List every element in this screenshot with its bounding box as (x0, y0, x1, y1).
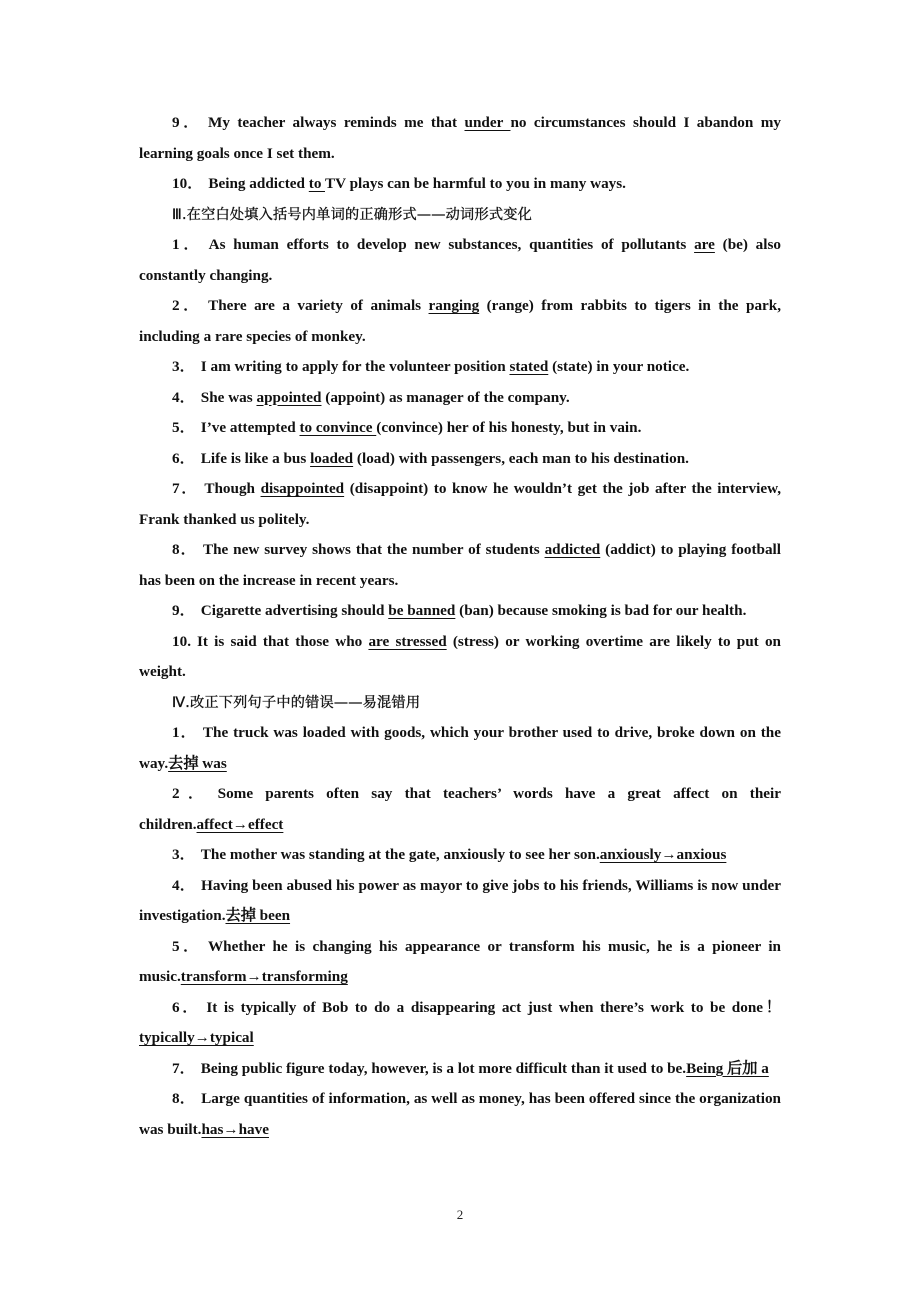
item-number: 10. (172, 632, 191, 650)
question-text: As human efforts to develop new substances, quantities of pollutants (208, 236, 695, 253)
answer-text: affect→effect (196, 815, 284, 833)
exercise-item (139, 596, 781, 627)
question-text: The truck was loaded with goods, which your brother used to drive, broke down on the way. (139, 724, 781, 772)
answer-text: to (308, 175, 325, 192)
answer-text: appointed (256, 388, 322, 406)
answer-text: be banned (388, 602, 456, 619)
exercise-item (139, 993, 781, 1054)
item-number: 9． (172, 114, 203, 131)
item-number: 3． (172, 358, 195, 375)
exercise-item (139, 627, 781, 688)
exercise-item (139, 871, 781, 932)
exercise-item (139, 932, 781, 993)
item-number: 1． (172, 724, 197, 741)
item-number: 5． (172, 419, 195, 436)
heading-text: Ⅲ.在空白处填入括号内单词的正确形式——动词形式变化 (172, 206, 532, 223)
question-text: I am writing to apply for the volunteer position (200, 358, 510, 375)
question-text: Whether he is changing his appearance or transform his music, he is a pioneer in music. (139, 937, 781, 985)
answer-text: to convince (299, 419, 377, 436)
question-text: no circumstances should I abandon my learning goals once I set them. (139, 114, 782, 162)
exercise-item (139, 535, 781, 596)
item-number: 4． (172, 876, 196, 894)
item-number: 8． (172, 541, 197, 558)
question-text: Being addicted (208, 175, 309, 192)
answer-text: are (694, 236, 715, 253)
section-heading (139, 200, 781, 231)
question-text: (load) with passengers, each man to his destination. (353, 449, 689, 467)
question-text: There are a variety of animals (208, 297, 429, 314)
question-text: Though (204, 480, 261, 497)
item-number: 5． (172, 937, 202, 955)
question-text: Cigarette advertising should (200, 602, 389, 619)
exercise-item (139, 474, 781, 535)
answer-text: under (464, 114, 511, 131)
exercise-item (139, 108, 781, 169)
exercise-item (139, 230, 781, 291)
item-number: 2． (172, 297, 203, 314)
exercise-item (139, 413, 781, 444)
answer-text: stated (509, 358, 549, 375)
question-text: (convince) her of his honesty, but in vain. (376, 419, 642, 436)
question-text: (be) also constantly changing. (139, 236, 781, 284)
question-text: (appoint) as manager of the company. (321, 388, 570, 406)
question-text: Life is like a bus (200, 449, 311, 467)
exercise-item (139, 383, 781, 414)
question-text: (range) from rabbits to tigers in the park, including a rare species of monkey. (139, 297, 782, 345)
answer-text: ranging (428, 297, 480, 314)
item-number: 10． (172, 175, 203, 192)
answer-text: are stressed (368, 632, 447, 650)
answer-text: typically→typical (139, 1029, 254, 1046)
question-text: (disappoint) to know he wouldn’t get the job after the interview, Frank thanked us politely. (139, 480, 781, 528)
answer-text: 去掉 was (168, 754, 227, 772)
answer-text: Being 后加 a (686, 1059, 769, 1077)
page-number: 2 (456, 1207, 464, 1222)
item-number: 1． (172, 236, 203, 253)
answer-text: anxiously→anxious (599, 846, 727, 863)
answer-text: disappointed (260, 480, 345, 497)
question-text: The new survey shows that the number of students (202, 541, 545, 558)
question-text: I’ve attempted (200, 419, 300, 436)
exercise-item (139, 169, 781, 200)
question-text: Large quantities of information, as well as money, has been offered since the organization was built. (139, 1090, 782, 1138)
question-text: She was (200, 388, 257, 406)
question-text: Having been abused his power as mayor to give jobs to his friends, Williams is now under investigation. (139, 876, 781, 924)
item-number: 4． (172, 388, 195, 406)
item-number: 2． (172, 785, 212, 802)
item-number: 3． (172, 846, 195, 863)
heading-text: Ⅳ.改正下列句子中的错误——易混错用 (172, 694, 421, 711)
answer-text: 去掉 been (225, 907, 291, 924)
answer-text: addicted (544, 541, 601, 558)
question-text: It is typically of Bob to do a disappearing act just when there’s work to be done！ (206, 998, 781, 1016)
question-text: (ban) because smoking is bad for our health. (455, 602, 747, 619)
answer-text: transform→transforming (180, 968, 348, 985)
question-text: My teacher always reminds me that (208, 114, 465, 131)
answer-text: loaded (310, 449, 354, 467)
question-text: (addict) to playing football has been on the increase in recent years. (139, 541, 781, 589)
exercise-item (139, 1084, 781, 1145)
question-text: (stress) or working overtime are likely to put on weight. (139, 632, 781, 680)
question-text: It is said that those who (196, 632, 369, 650)
item-number: 6． (172, 449, 195, 467)
section-heading (139, 688, 781, 719)
item-number: 6． (172, 998, 201, 1016)
question-text: TV plays can be harmful to you in many ways. (324, 175, 626, 192)
exercise-item (139, 291, 781, 352)
exercise-item (139, 779, 781, 840)
question-text: The mother was standing at the gate, anxiously to see her son. (200, 846, 600, 863)
answer-text: has→have (201, 1120, 269, 1138)
question-text: Some parents often say that teachers’ words have a great affect on their children. (139, 785, 781, 833)
question-text: Being public figure today, however, is a lot more difficult than it used to be. (200, 1059, 687, 1077)
exercise-item (139, 840, 781, 871)
question-text: (state) in your notice. (548, 358, 690, 375)
document-body (139, 108, 781, 1145)
exercise-item (139, 1054, 781, 1085)
exercise-item (139, 352, 781, 383)
item-number: 9． (172, 602, 195, 619)
exercise-item (139, 718, 781, 779)
item-number: 7． (172, 1059, 195, 1077)
item-number: 8． (172, 1090, 196, 1107)
exercise-item (139, 444, 781, 475)
item-number: 7． (172, 480, 199, 497)
